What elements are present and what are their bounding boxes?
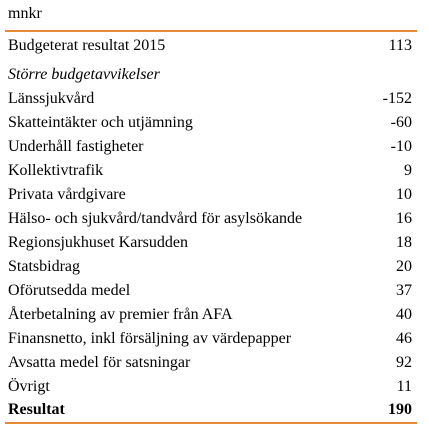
row-label: Hälso- och sjukvård/tandvård för asylsökande [8, 210, 303, 227]
bottom-rule [5, 422, 417, 424]
unit-label: mnkr [8, 5, 42, 22]
table-row [8, 304, 412, 326]
row-label: Regionsjukhuset Karsudden [8, 234, 188, 251]
total-row-label: Resultat [8, 401, 65, 418]
row-value: 37 [396, 282, 412, 299]
table-row [8, 136, 412, 158]
table-row [8, 184, 412, 206]
row-label: Privata vårdgivare [8, 186, 126, 203]
row-value: 9 [404, 162, 412, 179]
row-label: Övrigt [8, 378, 50, 395]
table-row [8, 256, 412, 278]
row-value: 18 [396, 234, 412, 251]
top-rule [5, 30, 417, 32]
table-row [8, 232, 412, 254]
section-heading: Större budgetavvikelser [8, 66, 160, 83]
row-value: 11 [396, 378, 412, 395]
row-label: Finansnetto, inkl försäljning av värdepapper [8, 330, 292, 347]
budget-row-label: Budgeterat resultat 2015 [8, 37, 166, 54]
table-row [8, 208, 412, 230]
row-value: 16 [396, 210, 412, 227]
table-row [8, 112, 412, 134]
table-row [8, 280, 412, 302]
row-label: Länssjukvård [8, 90, 95, 107]
row-label: Avsatta medel för satsningar [8, 354, 191, 371]
row-value: 10 [396, 186, 412, 203]
row-label: Statsbidrag [8, 258, 80, 275]
row-label: Kollektivtrafik [8, 162, 104, 179]
budget-row-value: 113 [388, 37, 412, 54]
budget-row [8, 35, 412, 57]
row-label: Underhåll fastigheter [8, 138, 144, 155]
row-label: Skatteintäkter och utjämning [8, 114, 193, 131]
row-label: Oförutsedda medel [8, 282, 131, 299]
total-row [8, 399, 412, 421]
row-value: -60 [390, 114, 412, 131]
row-value: 20 [396, 258, 412, 275]
row-value: -10 [390, 138, 412, 155]
row-value: 46 [396, 330, 412, 347]
table-row [8, 352, 412, 374]
row-value: 92 [396, 354, 412, 371]
table-row [8, 160, 412, 182]
row-value: 40 [396, 306, 412, 323]
row-value: -152 [382, 90, 412, 107]
row-label: Återbetalning av premier från AFA [8, 306, 233, 323]
table-row [8, 328, 412, 350]
table-row [8, 88, 412, 110]
total-row-value: 190 [388, 401, 412, 418]
table-row [8, 376, 412, 398]
